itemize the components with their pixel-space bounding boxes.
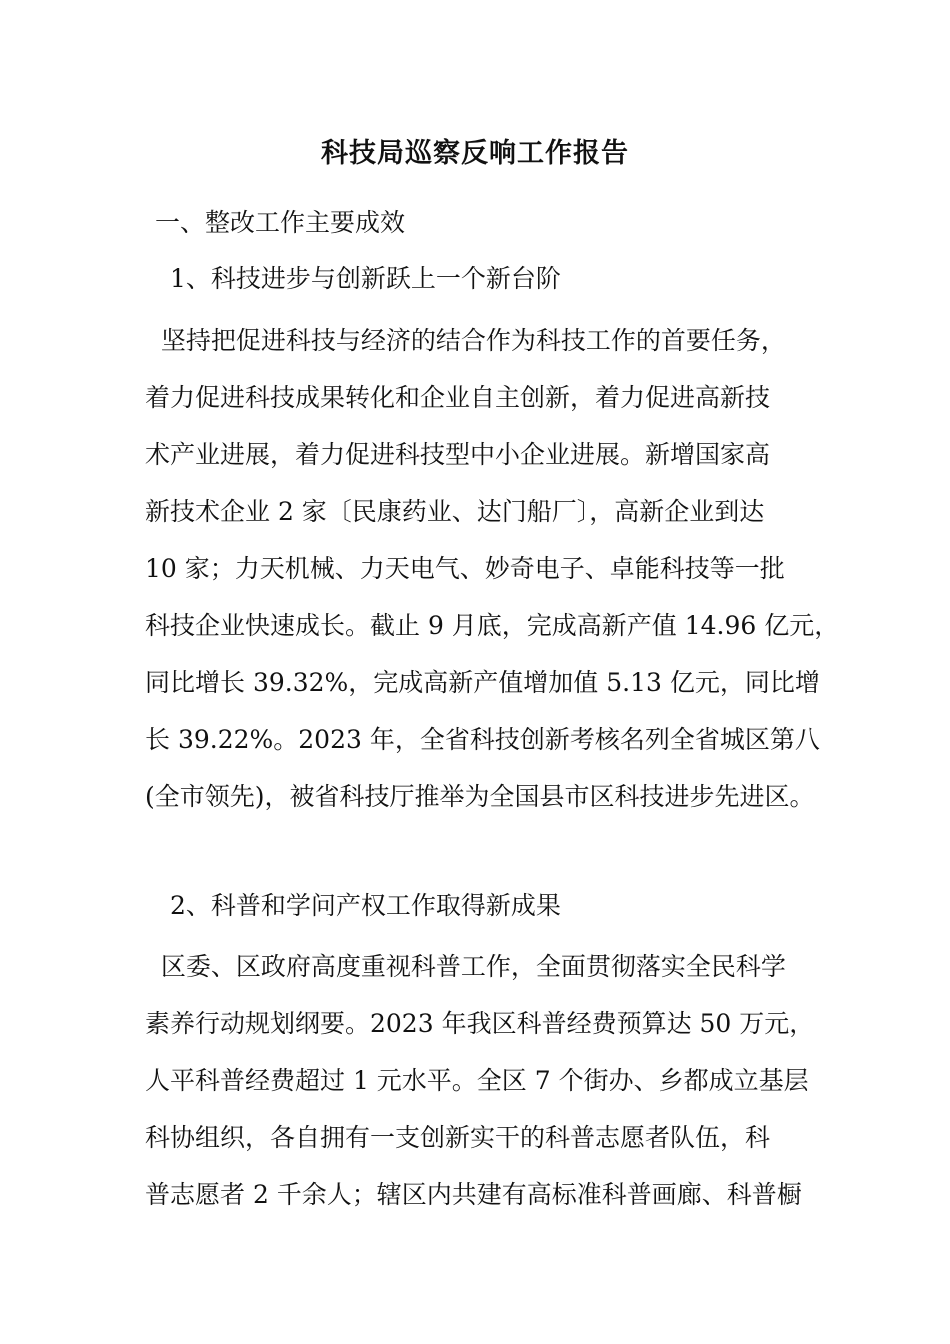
paragraph-line: 坚持把促进科技与经济的结合作为科技工作的首要任务， bbox=[145, 326, 786, 355]
section-heading: 一、整改工作主要成效 bbox=[155, 208, 406, 237]
paragraph-line: 素养行动规划纲要。2023 年我区科普经费预算达 50 万元， bbox=[145, 1009, 815, 1038]
subsection-heading: 2、科普和学问产权工作取得新成果 bbox=[170, 891, 561, 920]
paragraph bbox=[145, 938, 825, 1223]
paragraph bbox=[145, 312, 840, 825]
paragraph-line: 着力促进科技成果转化和企业自主创新，着力促进高新技 bbox=[145, 383, 771, 412]
paragraph-line: 10 家；力天机械、力天电气、妙奇电子、卓能科技等一批 bbox=[145, 554, 785, 583]
paragraph-line: 同比增长 39.32%，完成高新产值增加值 5.13 亿元，同比增 bbox=[145, 668, 820, 697]
paragraph-line: 术产业进展，着力促进科技型中小企业进展。新增国家高 bbox=[145, 440, 771, 469]
paragraph-line: (全市领先)，被省科技厅推举为全国县市区科技进步先进区。 bbox=[145, 782, 815, 811]
document-title: 科技局巡察反响工作报告 bbox=[321, 138, 629, 169]
paragraph-line: 科技企业快速成长。截止 9 月底，完成高新产值 14.96 亿元， bbox=[145, 611, 840, 640]
paragraph-line: 普志愿者 2 千余人；辖区内共建有高标准科普画廊、科普橱 bbox=[145, 1180, 802, 1209]
paragraph-line: 长 39.22%。2023 年，全省科技创新考核名列全省城区第八 bbox=[145, 725, 820, 754]
paragraph-line: 区委、区政府高度重视科普工作，全面贯彻落实全民科学 bbox=[145, 952, 786, 981]
paragraph-line: 科协组织，各自拥有一支创新实干的科普志愿者队伍，科 bbox=[145, 1123, 771, 1152]
subsection-heading: 1、科技进步与创新跃上一个新台阶 bbox=[170, 264, 561, 293]
paragraph-line: 人平科普经费超过 1 元水平。全区 7 个街办、乡都成立基层 bbox=[145, 1066, 809, 1095]
paragraph-line: 新技术企业 2 家〔民康药业、达门船厂〕，高新企业到达 bbox=[145, 497, 765, 526]
